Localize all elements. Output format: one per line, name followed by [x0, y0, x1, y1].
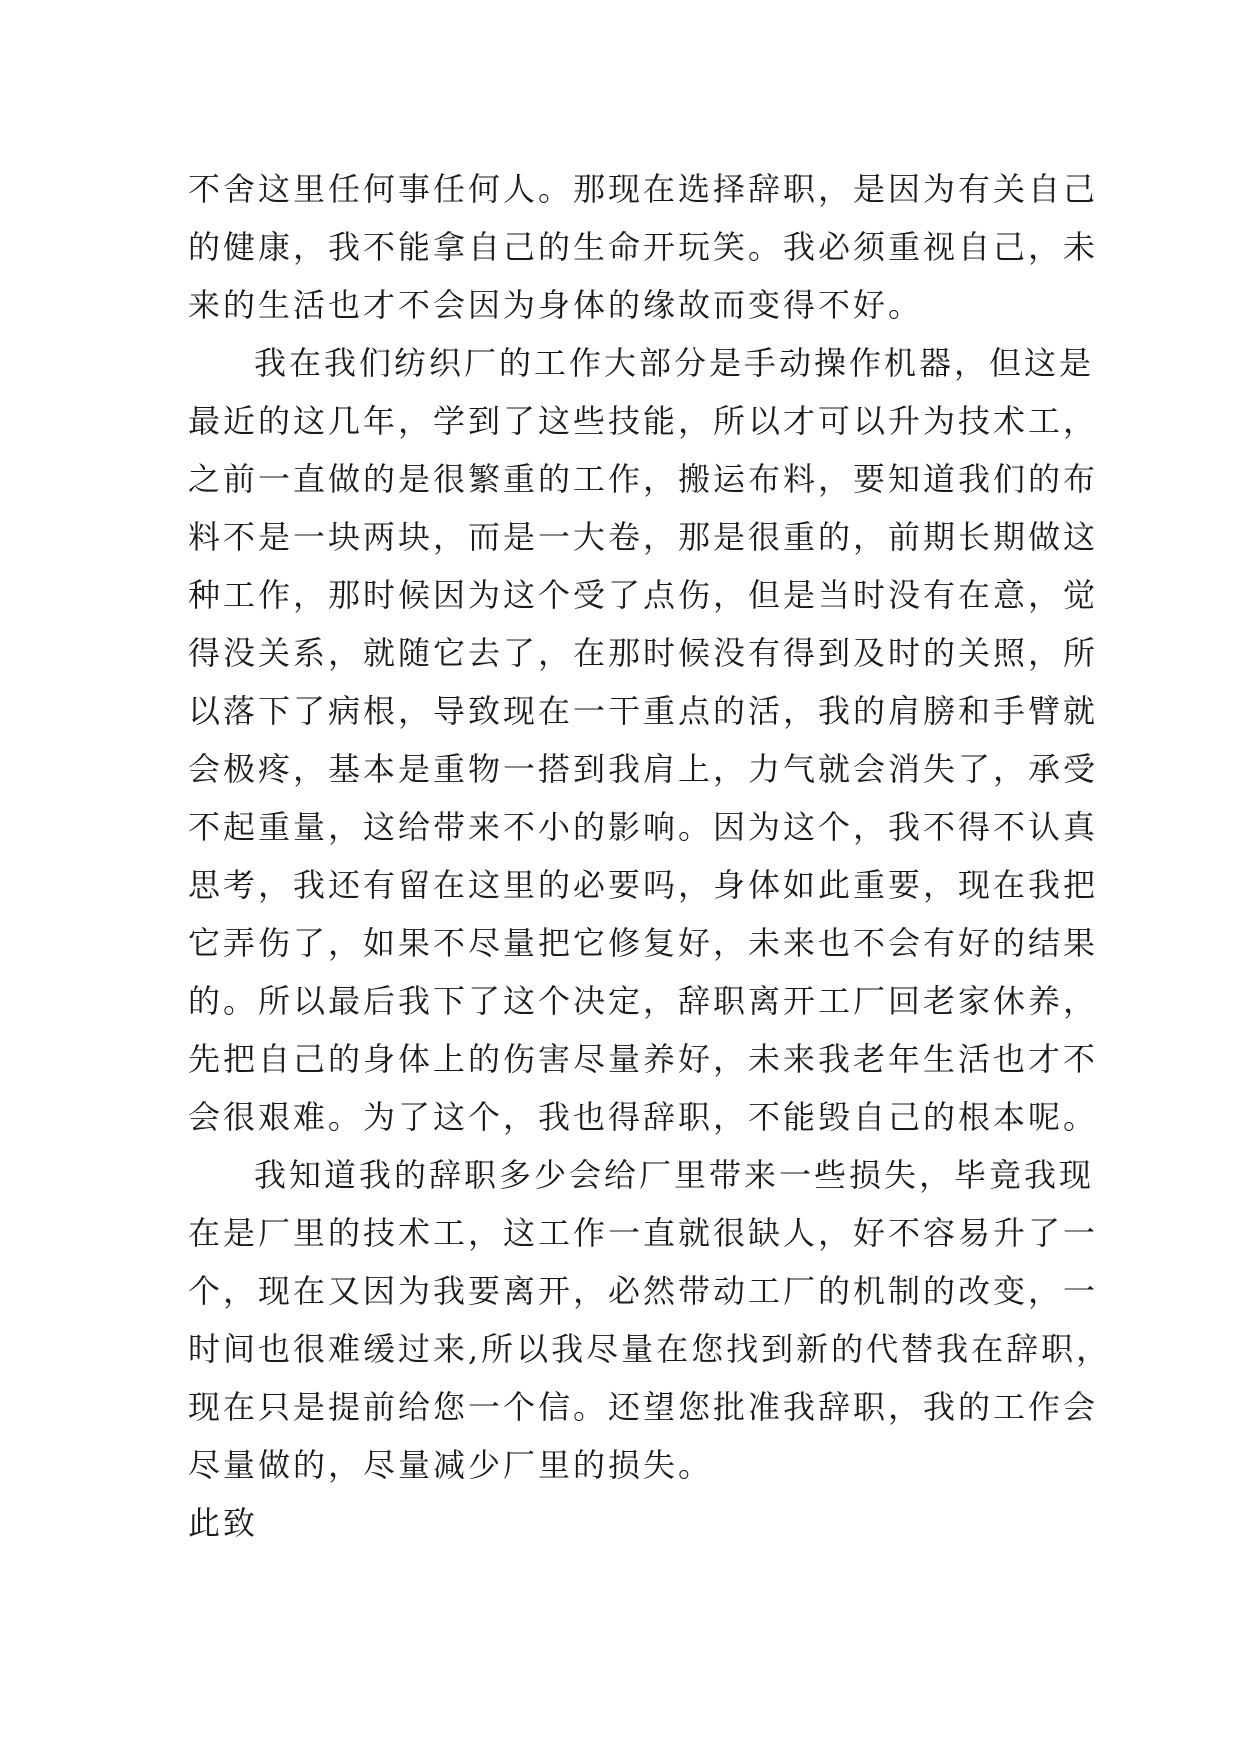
- text-line: 种工作，那时候因为这个受了点伤，但是当时没有在意，觉: [188, 576, 1099, 614]
- text-line: 尽量做的，尽量减少厂里的损失。: [188, 1446, 714, 1484]
- text-line: 在是厂里的技术工，这工作一直就很缺人，好不容易升了一: [188, 1214, 1099, 1252]
- text-line: 个，现在又因为我要离开，必然带动工厂的机制的改变，一: [188, 1272, 1099, 1310]
- closing-salutation: 此致: [188, 1504, 259, 1542]
- text-line: 最近的这几年，学到了这些技能，所以才可以升为技术工，: [188, 402, 1099, 440]
- text-line: 不舍这里任何事任何人。那现在选择辞职，是因为有关自己: [188, 170, 1099, 208]
- text-line: 会很艰难。为了这个，我也得辞职，不能毁自己的根本呢。: [188, 1098, 1099, 1136]
- text-line: 料不是一块两块，而是一大卷，那是很重的，前期长期做这: [188, 518, 1099, 556]
- text-line: 来的生活也才不会因为身体的缘故而变得不好。: [188, 286, 924, 324]
- text-line: 的。所以最后我下了这个决定，辞职离开工厂回老家休养，: [188, 982, 1099, 1020]
- text-line: 会极疼，基本是重物一搭到我肩上，力气就会消失了，承受: [188, 750, 1099, 788]
- text-line: 不起重量，这给带来不小的影响。因为这个，我不得不认真: [188, 808, 1099, 846]
- text-line: 得没关系，就随它去了，在那时候没有得到及时的关照，所: [188, 634, 1099, 672]
- letter-body: [188, 160, 1112, 1552]
- paragraph-first-line: 我在我们纺织厂的工作大部分是手动操作机器，但这是: [254, 344, 1095, 382]
- text-line: 以落下了病根，导致现在一干重点的活，我的肩膀和手臂就: [188, 692, 1099, 730]
- paragraph-first-line: 我知道我的辞职多少会给厂里带来一些损失，毕竟我现: [254, 1156, 1095, 1194]
- text-line: 之前一直做的是很繁重的工作，搬运布料，要知道我们的布: [188, 460, 1099, 498]
- text-line: 先把自己的身体上的伤害尽量养好，未来我老年生活也才不: [188, 1040, 1099, 1078]
- text-line: 现在只是提前给您一个信。还望您批准我辞职，我的工作会: [188, 1388, 1099, 1426]
- text-line: 它弄伤了，如果不尽量把它修复好，未来也不会有好的结果: [188, 924, 1099, 962]
- text-line: 时间也很难缓过来,所以我尽量在您找到新的代替我在辞职，: [188, 1330, 1112, 1368]
- text-line: 的健康，我不能拿自己的生命开玩笑。我必须重视自己，未: [188, 228, 1099, 266]
- text-line: 思考，我还有留在这里的必要吗，身体如此重要，现在我把: [188, 866, 1099, 904]
